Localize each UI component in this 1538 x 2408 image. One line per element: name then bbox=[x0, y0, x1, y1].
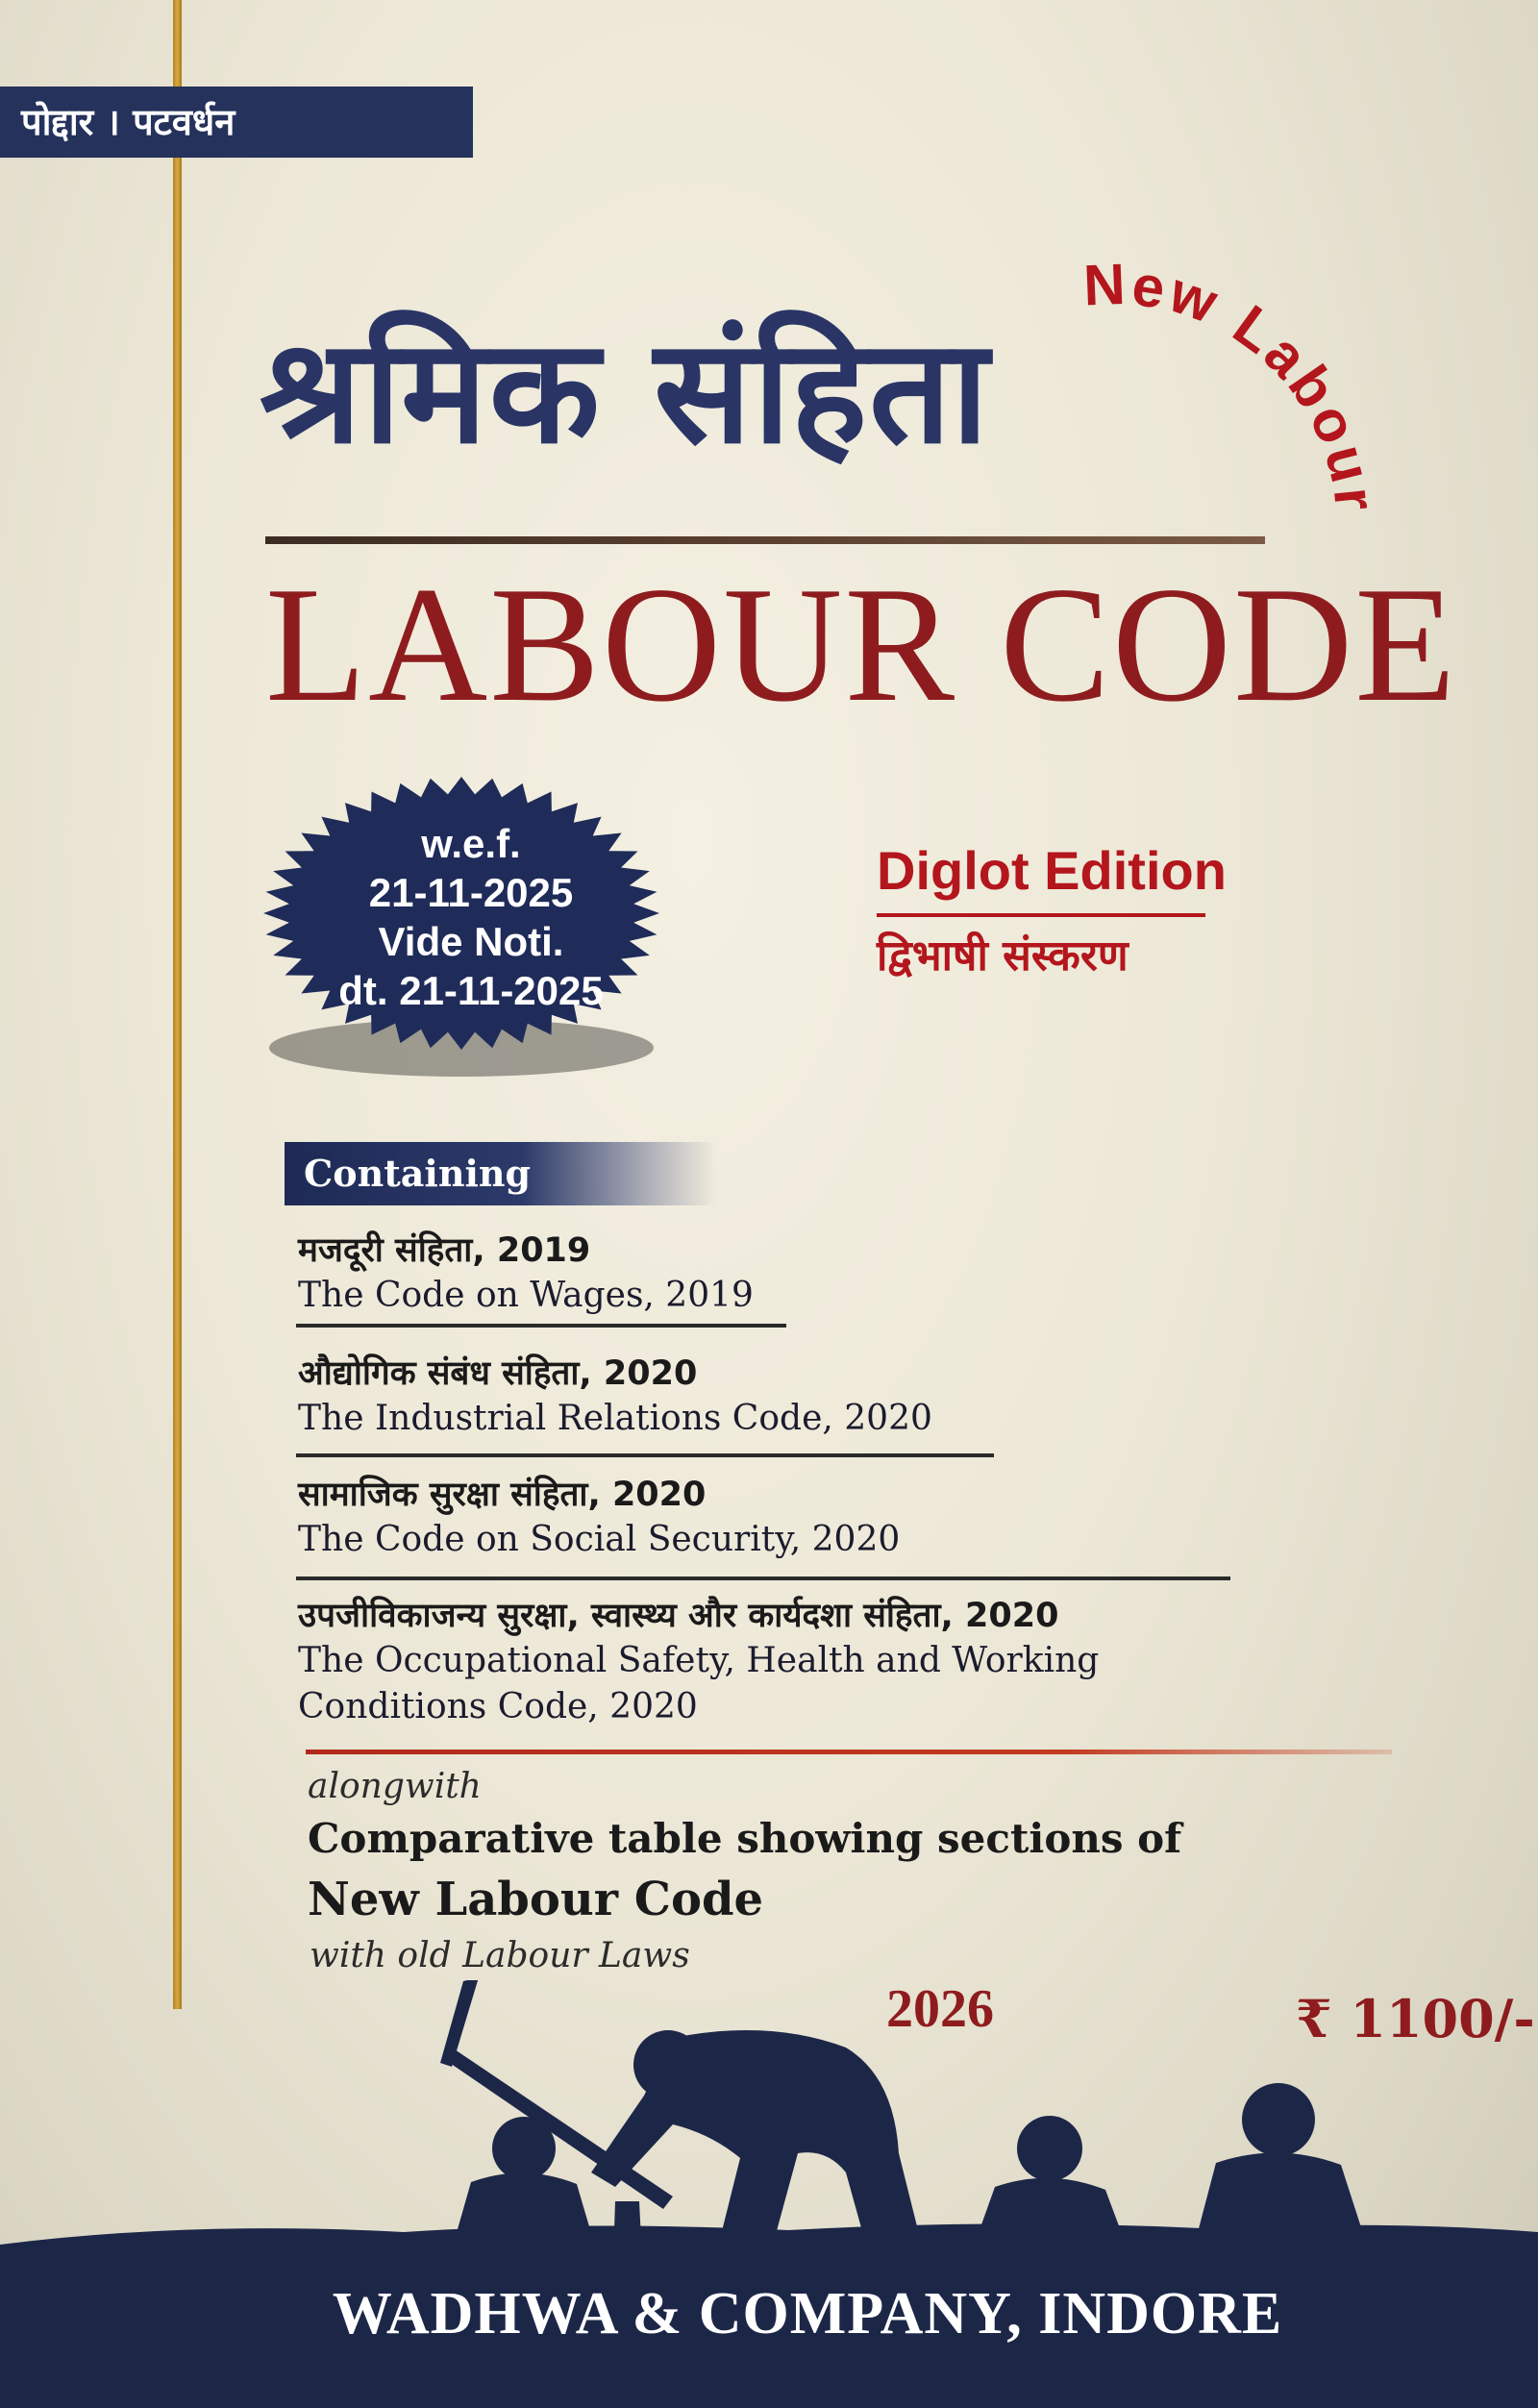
worker-head bbox=[1017, 2116, 1082, 2181]
diglot-edition: Diglot Edition bbox=[877, 840, 1227, 901]
badge-line-1: w.e.f. bbox=[421, 821, 521, 866]
arc-text bbox=[1013, 169, 1389, 535]
code-english: Conditions Code, 2020 bbox=[298, 1687, 698, 1726]
code-hindi: उपजीविकाजन्य सुरक्षा, स्वास्थ्य और कार्यदशा संहिता, 2020 bbox=[298, 1597, 1059, 1635]
arc-textpath: New Labour Laws bbox=[1013, 169, 1389, 536]
hindi-title: श्रमिक संहिता bbox=[260, 309, 991, 476]
code-english: The Code on Social Security, 2020 bbox=[298, 1520, 901, 1559]
code-divider bbox=[296, 1576, 1230, 1580]
code-divider bbox=[296, 1453, 994, 1457]
diglot-underline bbox=[877, 913, 1205, 917]
seated-worker-3 bbox=[1192, 2152, 1370, 2254]
code-item-industrial-relations bbox=[298, 1352, 932, 1442]
seated-worker-1 bbox=[452, 2172, 596, 2249]
seated-worker-2 bbox=[971, 2178, 1129, 2254]
authors-text: पोद्दार । पटवर्धन bbox=[21, 101, 236, 143]
badge-text bbox=[317, 819, 625, 1015]
code-hindi: मजदूरी संहिता, 2019 bbox=[298, 1231, 591, 1270]
title-divider bbox=[265, 536, 1265, 544]
code-english: The Industrial Relations Code, 2020 bbox=[298, 1399, 932, 1438]
gold-vertical-line bbox=[173, 0, 182, 2009]
with-old-laws-text: with old Labour Laws bbox=[310, 1936, 690, 1975]
red-divider bbox=[306, 1750, 1392, 1754]
alongwith-text: alongwith bbox=[308, 1767, 482, 1806]
code-hindi: औद्योगिक संबंध संहिता, 2020 bbox=[298, 1354, 698, 1393]
code-english: The Code on Wages, 2019 bbox=[298, 1276, 754, 1315]
diglot-edition-hindi: द्विभाषी संस्करण bbox=[877, 931, 1129, 981]
publisher: WADHWA & COMPANY, INDORE bbox=[332, 2281, 1283, 2346]
code-item-social-security bbox=[298, 1473, 900, 1563]
price: ₹ 1100/- bbox=[1296, 1988, 1535, 2049]
badge-line-4: dt. 21-11-2025 bbox=[338, 968, 604, 1013]
post bbox=[613, 2201, 642, 2259]
new-labour-laws-arc bbox=[1013, 169, 1461, 606]
containing-label: Containing bbox=[285, 1142, 717, 1205]
code-item-occupational-safety bbox=[298, 1594, 1099, 1730]
code-divider bbox=[296, 1324, 786, 1328]
comparative-table-text: Comparative table showing sections of bbox=[308, 1815, 1182, 1862]
edition-year: 2026 bbox=[886, 1979, 994, 2039]
code-english: The Occupational Safety, Health and Working bbox=[298, 1641, 1100, 1680]
english-title: LABOUR CODE bbox=[265, 554, 1458, 736]
worker-head bbox=[492, 2117, 556, 2180]
new-labour-code-text: New Labour Code bbox=[308, 1873, 764, 1926]
badge-line-3: Vide Noti. bbox=[378, 919, 564, 964]
code-item-wages bbox=[298, 1229, 754, 1319]
code-hindi: सामाजिक सुरक्षा संहिता, 2020 bbox=[298, 1476, 707, 1514]
authors-bar bbox=[0, 87, 473, 158]
badge-line-2: 21-11-2025 bbox=[368, 870, 574, 915]
worker-head bbox=[1242, 2083, 1315, 2156]
